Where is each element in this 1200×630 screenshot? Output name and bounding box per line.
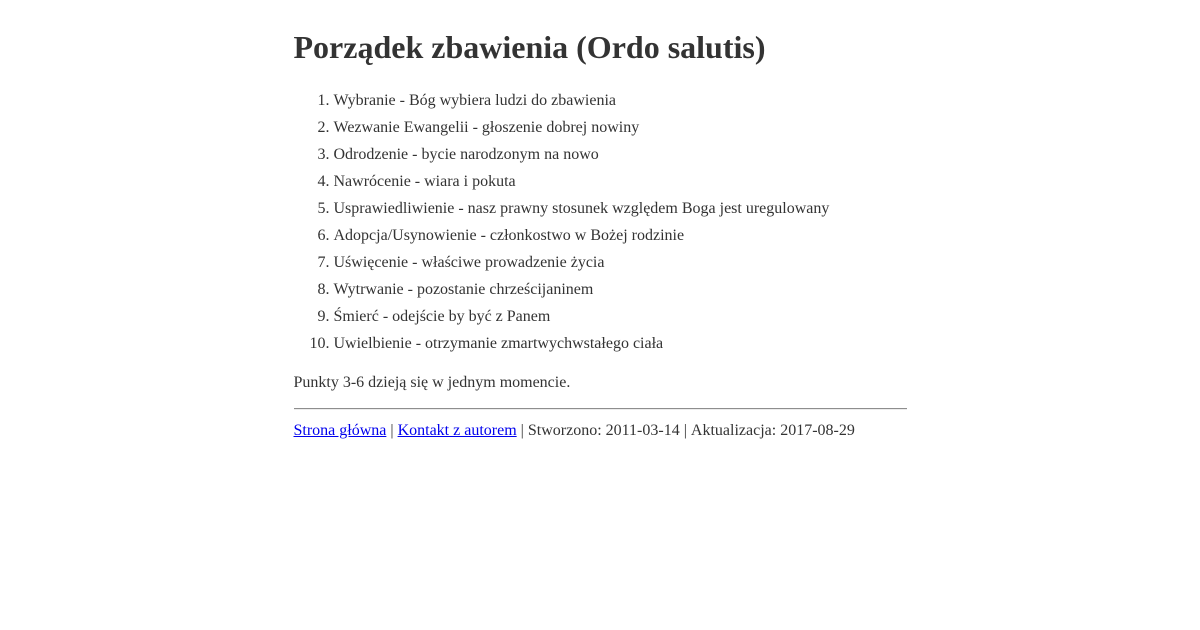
- list-item: 7. Uświęcenie - właściwe prowadzenie życia: [334, 249, 907, 276]
- note-paragraph: Punkty 3-6 dzieją się w jednym momencie.: [293, 373, 571, 391]
- list-item: 4. Nawrócenie - wiara i pokuta: [334, 168, 907, 195]
- footer-separator: |: [520, 421, 524, 439]
- page-title: Porządek zbawienia (Ordo salutis): [293, 29, 766, 65]
- page-container: [294, 0, 907, 440]
- footer-divider: [294, 408, 907, 410]
- created-date-text: Stworzono: 2011-03-14: [527, 421, 680, 439]
- list-item: 8. Wytrwanie - pozostanie chrześcijaninem: [334, 276, 907, 303]
- ordo-salutis-list: [294, 87, 907, 357]
- list-item: 10. Uwielbienie - otrzymanie zmartwychwstałego ciała: [334, 330, 907, 357]
- footer: [294, 422, 907, 440]
- list-item: 9. Śmierć - odejście by być z Panem: [334, 303, 907, 330]
- list-item: 2. Wezwanie Ewangelii - głoszenie dobrej nowiny: [334, 114, 907, 141]
- footer-separator: |: [390, 421, 394, 439]
- list-item: 5. Usprawiedliwienie - nasz prawny stosunek względem Boga jest uregulowany: [334, 195, 907, 222]
- list-item: 3. Odrodzenie - bycie narodzonym na nowo: [334, 141, 907, 168]
- list-item: 1. Wybranie - Bóg wybiera ludzi do zbawienia: [334, 87, 907, 114]
- contact-author-link[interactable]: Kontakt z autorem: [397, 421, 517, 439]
- home-page-link[interactable]: Strona główna: [293, 421, 387, 439]
- footer-separator: |: [683, 421, 687, 439]
- list-item: 6. Adopcja/Usynowienie - członkostwo w Bożej rodzinie: [334, 222, 907, 249]
- updated-date-text: Aktualizacja: 2017-08-29: [690, 421, 855, 439]
